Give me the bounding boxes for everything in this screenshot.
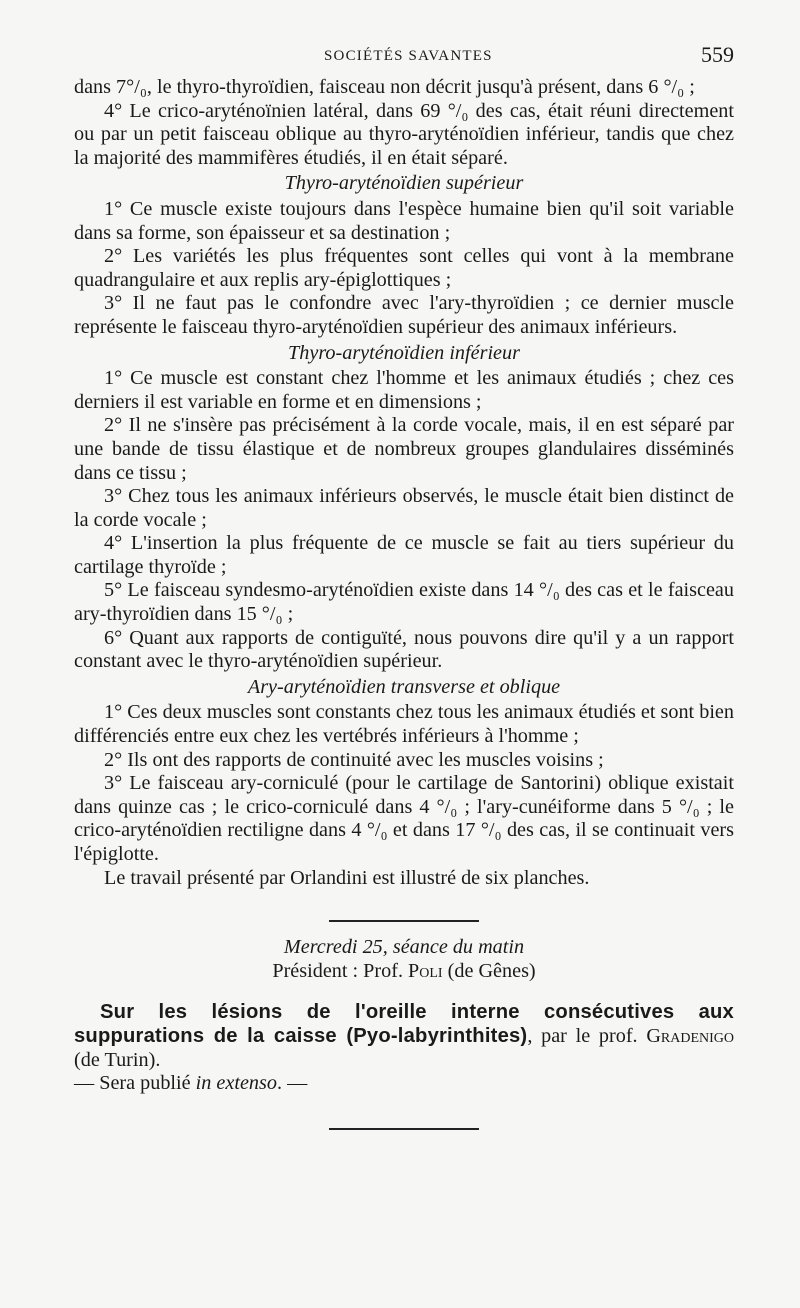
talk-author-place: (de Turin). xyxy=(74,1048,161,1071)
president-prefix: Président : Prof. xyxy=(272,959,409,982)
president-suffix: (de Gênes) xyxy=(442,959,536,982)
note-italic: in extenso xyxy=(195,1072,277,1095)
paragraph-continued: dans 7°/₀, le thyro-thyroïdien, faisceau non décrit jusqu'à présent, dans 6 °/₀ ; xyxy=(74,76,695,98)
section-divider xyxy=(329,920,479,922)
list-item: 3° Le faisceau ary-corniculé (pour le cartilage de Santorini) oblique existait dans quinze cas ; le crico-corniculé dans 4 °/₀ ; l'ary-cunéiforme dans 5 °/₀ ; le crico-aryténoïdien rectiligne dans 4 °/₀ et dans 17 °/₀ des cas, il se continuait vers l'épiglotte. xyxy=(74,772,734,865)
session-block xyxy=(74,936,734,983)
section-heading-inferieur: Thyro-aryténoïdien inférieur xyxy=(288,341,520,364)
list-item: 2° Ils ont des rapports de continuité avec les muscles voisins ; xyxy=(104,748,604,771)
talk-block xyxy=(74,1001,734,1095)
session-date: Mercredi 25, séance du matin xyxy=(283,936,525,959)
page-header xyxy=(74,36,734,76)
page-number: 559 xyxy=(701,42,734,67)
talk-author: Gradenigo xyxy=(646,1024,735,1047)
president-name: Poli xyxy=(408,959,443,982)
session-president xyxy=(74,960,734,984)
talk-note xyxy=(74,1072,734,1096)
talk-by: , par le prof. xyxy=(527,1024,647,1047)
list-item: 2° Les variétés les plus fréquentes sont celles qui vont à la membrane quadrangulaire et aux replis ary-épiglottiques ; xyxy=(74,245,734,291)
body-text xyxy=(74,76,734,890)
end-divider xyxy=(329,1128,479,1130)
list-item: 6° Quant aux rapports de contiguïté, nous pouvons dire qu'il y a un rapport constant avec le thyro-aryténoïdien supérieur. xyxy=(74,626,734,673)
talk-title: Sur les lésions de l'oreille interne consécutives aux suppurations de la caisse (Pyo-labyrinthites) xyxy=(74,1001,734,1047)
list-item: 3° Chez tous les animaux inférieurs observés, le muscle était bien distinct de la corde vocale ; xyxy=(74,485,734,531)
section-heading-ary: Ary-aryténoïdien transverse et oblique xyxy=(247,675,561,698)
list-item: 4° L'insertion la plus fréquente de ce muscle se fait au tiers supérieur du cartilage thyroïde ; xyxy=(74,532,734,578)
list-item: 3° Il ne faut pas le confondre avec l'ary-thyroïdien ; ce dernier muscle représente le faisceau thyro-aryténoïdien supérieur des animaux inférieurs. xyxy=(74,292,734,338)
running-head: SOCIÉTÉS SAVANTES xyxy=(324,48,493,64)
paragraph-point-4: 4° Le crico-aryténoïnien latéral, dans 69 °/₀ des cas, était réuni directement ou par un petit faisceau oblique au thyro-aryténoïdien inférieur, tandis que chez la majorité des mammifères étudiés, il en était séparé. xyxy=(74,99,734,169)
note-suffix: . — xyxy=(276,1072,308,1095)
section-heading-superieur: Thyro-aryténoïdien supérieur xyxy=(284,172,524,195)
list-item: 2° Il ne s'insère pas précisément à la corde vocale, mais, il en est séparé par une bande de tissu élastique et de nombreux groupes glandulaires disséminés dans ce tissu ; xyxy=(74,414,734,484)
list-item: 1° Ce muscle existe toujours dans l'espèce humaine bien qu'il soit variable dans sa forme, son épaisseur et sa destination ; xyxy=(74,197,734,244)
list-item: 1° Ces deux muscles sont constants chez tous les animaux étudiés et sont bien différenciés entre eux chez les vertébrés inférieurs à l'homme ; xyxy=(74,701,734,748)
list-item: 5° Le faisceau syndesmo-aryténoïdien existe dans 14 °/₀ des cas et le faisceau ary-thyroïdien dans 15 °/₀ ; xyxy=(74,579,734,626)
talk-entry xyxy=(74,1001,734,1072)
note-prefix: — Sera publié xyxy=(74,1072,196,1095)
closing-sentence: Le travail présenté par Orlandini est illustré de six planches. xyxy=(104,866,590,889)
list-item: 1° Ce muscle est constant chez l'homme et les animaux étudiés ; chez ces derniers il est variable en forme et en dimensions ; xyxy=(74,367,734,413)
